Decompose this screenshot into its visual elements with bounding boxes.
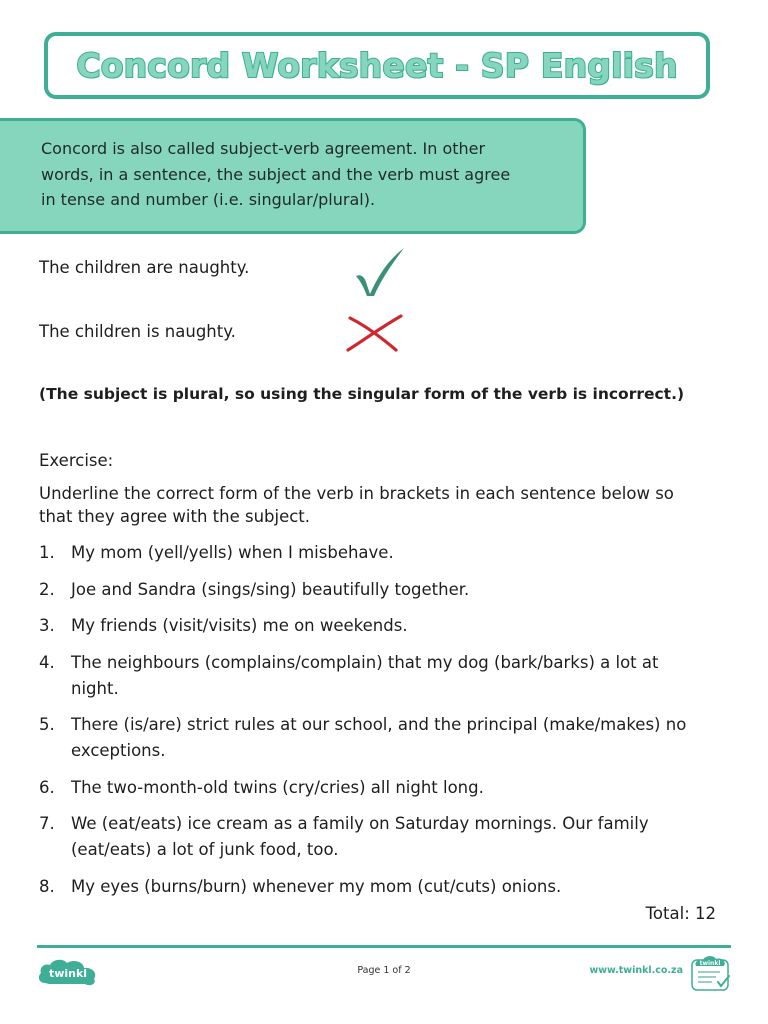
- item-text: (eat/eats) a lot of junk food, too.: [71, 840, 339, 859]
- intro-line: in tense and number (i.e. singular/plural).: [41, 190, 376, 209]
- item-text: We (eat/eats) ice cream as a family on Saturday mornings. Our family: [71, 814, 649, 833]
- list-item: [39, 540, 759, 566]
- intro-line: words, in a sentence, the subject and the verb must agree: [41, 164, 511, 184]
- footer-divider: [37, 945, 731, 948]
- item-number: 1.: [39, 543, 55, 562]
- page-title: Concord Worksheet - SP English: [76, 46, 678, 85]
- badge-text: twinkl: [699, 960, 721, 967]
- item-number: 5.: [39, 715, 55, 734]
- item-text: There (is/are) strict rules at our school, and the principal (make/makes) no: [71, 715, 687, 734]
- intro-box: [0, 118, 586, 234]
- item-text: My mom (yell/yells) when I misbehave.: [71, 543, 394, 562]
- list-item: [39, 874, 759, 900]
- correct-example: The children are naughty.: [39, 258, 250, 277]
- item-number: 3.: [39, 616, 55, 635]
- list-item: [39, 775, 759, 801]
- check-mark-icon: [352, 246, 408, 298]
- logo-text: twinkl: [48, 967, 88, 980]
- item-text: My friends (visit/visits) me on weekends.: [71, 616, 408, 635]
- quality-approved-badge-icon: [690, 954, 732, 992]
- list-item: [39, 577, 759, 603]
- intro-line: Concord is also called subject-verb agreement. In other: [41, 139, 486, 158]
- list-item: [39, 712, 759, 764]
- list-item: [39, 650, 759, 702]
- item-text: My eyes (burns/burn) whenever my mom (cut/cuts) onions.: [71, 876, 562, 896]
- item-number: 2.: [39, 579, 55, 599]
- item-number: 4.: [39, 652, 55, 672]
- instruction-line: that they agree with the subject.: [39, 506, 311, 526]
- footer-url[interactable]: www.twinkl.co.za: [589, 965, 683, 976]
- item-text: exceptions.: [71, 741, 166, 760]
- item-number: 6.: [39, 777, 55, 797]
- item-text: The two-month-old twins (cry/cries) all night long.: [71, 777, 484, 797]
- exercise-label: Exercise:: [39, 451, 114, 470]
- item-text: The neighbours (complains/complain) that my dog (bark/barks) a lot at: [71, 652, 659, 672]
- explanation-note: (The subject is plural, so using the singular form of the verb is incorrect.): [39, 385, 685, 403]
- item-number: 7.: [39, 814, 55, 833]
- list-item: [39, 811, 759, 863]
- list-item: [39, 613, 759, 639]
- total-score: Total: 12: [645, 904, 716, 923]
- page-number: Page 1 of 2: [357, 965, 411, 976]
- item-text: night.: [71, 678, 119, 698]
- item-number: 8.: [39, 876, 55, 896]
- incorrect-example: The children is naughty.: [39, 322, 236, 341]
- exercise-list: [39, 540, 759, 910]
- instruction-line: Underline the correct form of the verb in brackets in each sentence below so: [39, 484, 674, 503]
- title-banner: [44, 32, 710, 99]
- exercise-instructions: [39, 483, 739, 528]
- cross-mark-icon: [346, 312, 404, 354]
- item-text: Joe and Sandra (sings/sing) beautifully together.: [71, 579, 470, 599]
